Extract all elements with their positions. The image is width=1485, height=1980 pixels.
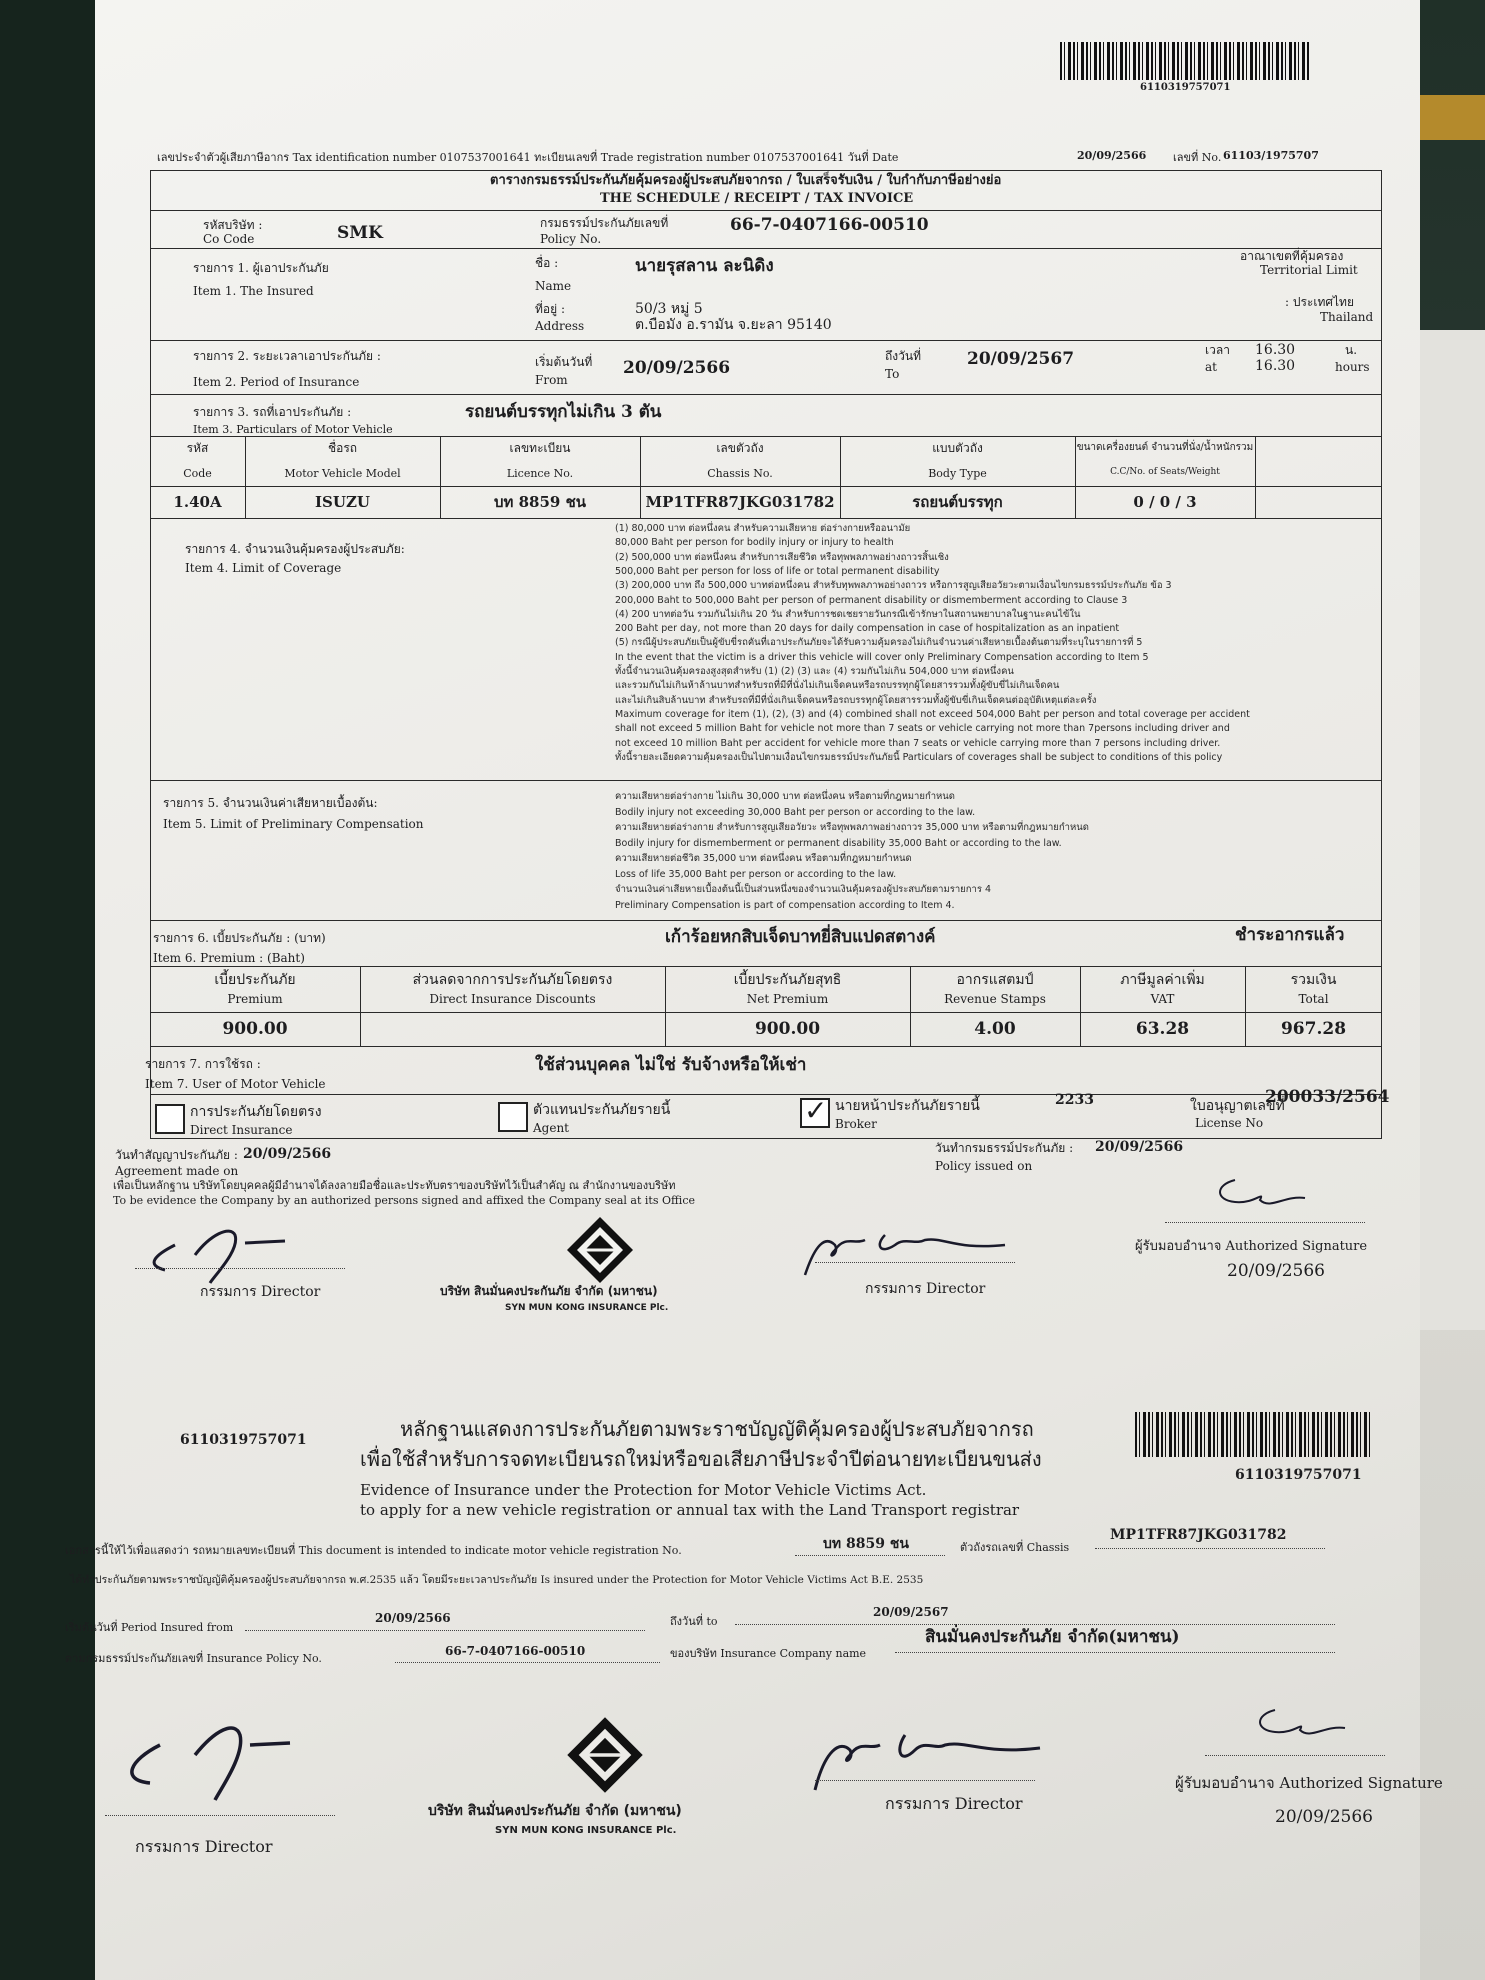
coverage-line: 200 Baht per day, not more than 20 days for daily compensation in case of hospitalization as an inpatient (615, 623, 1120, 635)
time-value: 16.30 (1255, 342, 1296, 358)
license-th: ใบอนุญาตเลขที่ (1190, 1098, 1285, 1114)
barcode-bottom-number: 6110319757071 (1235, 1467, 1362, 1483)
evidence-title-en-2: to apply for a new vehicle registration or annual tax with the Land Transport registrar (360, 1501, 1020, 1519)
evidence-company: สินมั่นคงประกันภัย จำกัด(มหาชน) (925, 1627, 1180, 1647)
title-en: THE SCHEDULE / RECEIPT / TAX INVOICE (600, 191, 914, 206)
director-label-2: กรรมการ Director (865, 1281, 986, 1297)
evidence-th: เพื่อเป็นหลักฐาน บริษัทโดยบุคคลผู้มีอำนาจได้ลงลายมือชื่อและประทับตราของบริษัทไว้เป็นสำคัญ ณ สำนักงานของบริษัท (113, 1179, 676, 1192)
vehicle-col-en: Body Type (928, 467, 987, 480)
vehicle-value: MP1TFR87JKG031782 (645, 493, 835, 511)
vehicle-col-en: Licence No. (506, 467, 574, 480)
premium-col-th: อากรแสตมป์ (956, 972, 1034, 988)
signature-director-2 (785, 1215, 1025, 1285)
vehicle-col-en: C.C/No. of Seats/Weight (1110, 467, 1220, 477)
chassis-label: ตัวถังรถเลขที่ Chassis (960, 1541, 1070, 1554)
issued-th: วันทำกรมธรรม์ประกันภัย : (935, 1141, 1074, 1155)
prelim-item-th: รายการ 5. จำนวนเงินค่าเสียหายเบื้องต้น: (163, 796, 378, 810)
address-line-2: ต.บือมัง อ.รามัน จ.ยะลา 95140 (635, 317, 832, 333)
vehicle-col-th: ชื่อรถ (327, 441, 358, 455)
signature-authorized-1 (1205, 1160, 1325, 1220)
preliminary-line: Bodily injury not exceeding 30,000 Baht per person or according to the law. (615, 806, 976, 818)
co-code-value: SMK (337, 223, 383, 243)
period-item-en: Item 2. Period of Insurance (193, 375, 360, 389)
vehicle-col-th: ขนาดเครื่องยนต์ จำนวนที่นั่ง/น้ำหนักรวม (1076, 442, 1254, 453)
evidence-en: To be evidence the Company by an authorized persons signed and affixed the Company seal at its Office (113, 1194, 695, 1207)
coverage-line: 500,000 Baht per person for loss of life or total permanent disability (615, 565, 940, 577)
premium-value: 63.28 (1135, 1019, 1190, 1039)
address-line-1: 50/3 หมู่ 5 (635, 301, 703, 317)
company-name-en-1: SYN MUN KONG INSURANCE Plc. (505, 1303, 669, 1313)
coverage-line: not exceed 10 million Baht per accident for vehicle more than 7 seats or vehicle carrying more than 7 persons including driver. (615, 737, 1221, 749)
company-logo-bottom (565, 1715, 645, 1795)
direct-th: การประกันภัยโดยตรง (190, 1104, 322, 1120)
name-label-th: ชื่อ : (535, 256, 559, 270)
premium-value: 900.00 (222, 1019, 288, 1039)
license-en: License No (1195, 1116, 1264, 1130)
authorized-date-1: 20/09/2566 (1227, 1261, 1325, 1281)
signature-authorized-2 (1245, 1690, 1365, 1750)
coverage-line: (2) 500,000 บาท ต่อหนึ่งคน สำหรับการเสียชีวิต หรือทุพพลภาพอย่างถาวรสิ้นเชิง (615, 551, 949, 563)
vehicle-item-th: รายการ 3. รถที่เอาประกันภัย : (193, 405, 352, 419)
premium-value: 900.00 (754, 1019, 821, 1039)
vehicle-value: 0 / 0 / 3 (1133, 493, 1197, 511)
company-name-th-2: บริษัท สินมั่นคงประกันภัย จำกัด (มหาชน) (428, 1803, 682, 1819)
coverage-line: 80,000 Baht per person for bodily injury or injury to health (615, 537, 894, 549)
period-to: 20/09/2567 (967, 349, 1075, 369)
name-label-en: Name (535, 279, 572, 293)
director-label-3: กรรมการ Director (135, 1837, 273, 1856)
coverage-line: Maximum coverage for item (1), (2), (3) and (4) combined shall not exceed 504,000 Baht per person and total coverage per accident (615, 708, 1250, 720)
coverage-line: 200,000 Baht to 500,000 Baht per person of permanent disability or dismemberment according to Clause 3 (615, 594, 1128, 606)
director-label-1: กรรมการ Director (200, 1284, 321, 1300)
vehicle-col-th: เลขทะเบียน (509, 441, 571, 455)
territory-en: Territorial Limit (1260, 263, 1358, 277)
title-th: ตารางกรมธรรม์ประกันภัยคุ้มครองผู้ประสบภัยจากรถ / ใบเสร็จรับเงิน / ใบกำกับภาษีอย่างย่อ (490, 173, 1002, 188)
vehicle-col-th: เลขตัวถัง (716, 441, 764, 455)
vehicle-col-en: Motor Vehicle Model (284, 467, 401, 480)
premium-value: 4.00 (974, 1019, 1016, 1039)
reg-label: เอกสารนี้ให้ไว้เพื่อแสดงว่า รถหมายเลขทะเบียนที่ This document is intended to indicate motor vehicle registration No. (65, 1544, 682, 1557)
preliminary-line: จำนวนเงินค่าเสียหายเบื้องต้นนี้เป็นส่วนหนึ่งของจำนวนเงินคุ้มครองผู้ประสบภัยตามรายการ 4 (615, 884, 991, 895)
co-code-label-th: รหัสบริษัท : (203, 218, 263, 232)
policy-number: 66-7-0407166-00510 (730, 215, 929, 235)
time-en: at (1205, 360, 1217, 374)
coverage-line: (1) 80,000 บาท ต่อหนึ่งคน สำหรับความเสียหาย ต่อร่างกายหรืออนามัย (615, 523, 911, 534)
premium-col-th: รวมเงิน (1290, 972, 1337, 988)
preliminary-line: Loss of life 35,000 Baht per person or according to the law. (615, 868, 897, 880)
company-logo (565, 1215, 635, 1285)
stamp-status: ชำระอากรแล้ว (1235, 925, 1345, 945)
policy-label-en: Policy No. (540, 232, 602, 246)
company-name-en-2: SYN MUN KONG INSURANCE Plc. (495, 1825, 677, 1836)
vehicle-value: รถยนต์บรรทุก (912, 493, 1003, 511)
coverage-line: (4) 200 บาทต่อวัน รวมกันไม่เกิน 20 วัน สำหรับการชดเชยรายวันกรณีเข้ารักษาในสถานพยาบาลในฐานะคนไข้ใน (615, 608, 1081, 620)
evidence-title-th-2: เพื่อใช้สำหรับการจดทะเบียนรถใหม่หรือขอเสียภาษีประจำปีต่อนายทะเบียนขนส่ง (360, 1447, 1042, 1471)
premium-col-th: ส่วนลดจากการประกันภัยโดยตรง (412, 972, 613, 988)
broker-code: 2233 (1055, 1092, 1094, 1108)
territory-th: อาณาเขตที่คุ้มครอง (1240, 249, 1344, 263)
co-code-label-en: Co Code (203, 232, 255, 246)
preliminary-line: ความเสียหายต่อชีวิต 35,000 บาท ต่อหนึ่งคน หรือตามที่กฎหมายกำหนด (615, 853, 912, 864)
evidence-receipt-no: 6110319757071 (180, 1432, 307, 1448)
barcode-top (1060, 42, 1310, 80)
premium-col-en: Net Premium (746, 992, 829, 1006)
evidence-from: 20/09/2566 (375, 1611, 451, 1625)
coverage-line: In the event that the victim is a driver this vehicle will cover only Preliminary Compensation according to Item 5 (615, 651, 1149, 663)
checkmark-icon: ✓ (804, 1094, 828, 1127)
address-label-en: Address (535, 319, 585, 333)
issued-en: Policy issued on (935, 1159, 1033, 1173)
agent-en: Agent (533, 1121, 569, 1135)
agent-th: ตัวแทนประกันภัยรายนี้ (533, 1102, 671, 1118)
insurance-document (65, 0, 1443, 1980)
coverage-item-th: รายการ 4. จำนวนเงินคุ้มครองผู้ประสบภัย: (185, 542, 405, 556)
period-item-th: รายการ 2. ระยะเวลาเอาประกันภัย : (193, 349, 381, 363)
vehicle-item-en: Item 3. Particulars of Motor Vehicle (193, 423, 393, 436)
preliminary-line: Preliminary Compensation is part of compensation according to Item 4. (615, 899, 955, 911)
from-label: เริ่มต้นวันที่ Period Insured from (65, 1621, 234, 1634)
policy-label-th: กรมธรรม์ประกันภัยเลขที่ (540, 216, 669, 230)
company-label: ของบริษัท Insurance Company name (670, 1647, 867, 1660)
broker-en: Broker (835, 1117, 877, 1131)
premium-col-en: Direct Insurance Discounts (429, 992, 596, 1006)
barcode-bottom (1135, 1412, 1370, 1457)
policy-label-bottom: ตามกรมธรรม์ประกันภัยเลขที่ Insurance Policy No. (65, 1652, 322, 1665)
vehicle-use: ใช้ส่วนบุคคล ไม่ใช่ รับจ้างหรือให้เช่า (535, 1055, 807, 1075)
premium-value: 967.28 (1280, 1019, 1347, 1039)
header-no: 61103/1975707 (1223, 149, 1319, 162)
direct-en: Direct Insurance (190, 1123, 293, 1137)
direct-insurance-checkbox[interactable] (155, 1104, 185, 1134)
vehicle-col-en: Code (183, 467, 212, 480)
signature-director-3 (115, 1705, 315, 1805)
insured-name: นายรุสลาน ละนิดิง (635, 256, 774, 276)
background-sheet (1420, 330, 1485, 1330)
country-th: : ประเทศไทย (1285, 295, 1354, 309)
coverage-line: (3) 200,000 บาท ถึง 500,000 บาทต่อหนึ่งคน สำหรับทุพพลภาพอย่างถาวร หรือการสูญเสียอวัยวะตามเงื่อนไขกรมธรรม์ประกันภัย ข้อ 3 (615, 580, 1172, 592)
period-from: 20/09/2566 (623, 358, 731, 378)
agreement-date: 20/09/2566 (243, 1146, 332, 1162)
premium-col-th: ภาษีมูลค่าเพิ่ม (1120, 972, 1205, 988)
signature-director-1 (135, 1215, 315, 1285)
premium-col-th: เบี้ยประกันภัย (214, 972, 296, 988)
coverage-line: และไม่เกินสิบล้านบาท สำหรับรถที่มีที่นั่งเกินเจ็ดคนหรือรถบรรทุกผู้โดยสารรวมทั้งผู้ขับขี่เกินเจ็ดคนต่ออุบัติเหตุแต่ละครั้ง (615, 694, 1097, 706)
coverage-line: ทั้งนี้จำนวนเงินคุ้มครองสูงสุดสำหรับ (1) (2) (3) และ (4) รวมกันไม่เกิน 504,000 บาท ต่อหนึ่งคน (615, 666, 1014, 677)
preliminary-line: ความเสียหายต่อร่างกาย สำหรับการสูญเสียอวัยวะ หรือทุพพลภาพอย่างถาวร 35,000 บาท หรือตามที่กฎหมายกำหนด (615, 822, 1089, 833)
evidence-to: 20/09/2567 (873, 1605, 949, 1619)
user-item-en: Item 7. User of Motor Vehicle (145, 1077, 326, 1091)
to-label: ถึงวันที่ to (670, 1615, 718, 1628)
license-number: 200033/2564 (1265, 1087, 1390, 1107)
coverage-line: ทั้งนี้รายละเอียดความคุ้มครองเป็นไปตามเงื่อนไขกรมธรรม์ประกันภัยนี้ Particulars of coverages shall be subject to conditions of this policy (615, 751, 1223, 763)
evidence-policy: 66-7-0407166-00510 (445, 1644, 586, 1658)
prelim-item-en: Item 5. Limit of Preliminary Compensation (163, 817, 424, 831)
insured-item-en: Item 1. The Insured (193, 284, 314, 298)
vehicle-value: บท 8859 ชน (493, 493, 587, 511)
vehicle-col-en: Chassis No. (707, 467, 773, 480)
address-label-th: ที่อยู่ : (535, 302, 566, 316)
agent-checkbox[interactable] (498, 1102, 528, 1132)
barcode-top-number: 6110319757071 (1140, 82, 1231, 93)
header-no-label: เลขที่ No. (1173, 151, 1222, 164)
vehicle-col-th: รหัส (186, 441, 209, 455)
agreement-made-en: Agreement made on (115, 1164, 239, 1178)
period-from-th: เริ่มต้นวันที่ (535, 355, 593, 369)
user-item-th: รายการ 7. การใช้รถ : (145, 1057, 261, 1071)
coverage-line: shall not exceed 5 million Baht for vehicle not more than 7 seats or vehicle carrying not more than 7persons including driver and (615, 723, 1230, 735)
authorized-label-2: ผู้รับมอบอำนาจ Authorized Signature (1175, 1774, 1443, 1792)
time-value-2: 16.30 (1255, 358, 1296, 374)
premium-item-th: รายการ 6. เบี้ยประกันภัย : (บาท) (153, 931, 326, 945)
period-to-en: To (885, 367, 900, 381)
premium-col-en: Total (1298, 992, 1329, 1006)
premium-col-en: VAT (1150, 992, 1175, 1006)
issued-date: 20/09/2566 (1095, 1139, 1184, 1155)
company-name-th-1: บริษัท สินมั่นคงประกันภัย จำกัด (มหาชน) (440, 1284, 658, 1298)
premium-item-en: Item 6. Premium : (Baht) (153, 951, 305, 965)
coverage-line: (5) กรณีผู้ประสบภัยเป็นผู้ขับขี่รถคันที่เอาประกันภัยจะได้รับความคุ้มครองไม่เกินจำนวนค่าเสียหายเบื้องต้นตามที่ระบุในรายการที่ 5 (615, 637, 1143, 649)
insured-item-th: รายการ 1. ผู้เอาประกันภัย (193, 261, 329, 275)
time-th: เวลา (1205, 343, 1230, 357)
premium-col-th: เบี้ยประกันภัยสุทธิ (733, 972, 842, 988)
vehicle-value: 1.40A (173, 493, 222, 511)
preliminary-line: ความเสียหายต่อร่างกาย ไม่เกิน 30,000 บาท ต่อหนึ่งคน หรือตามที่กฎหมายกำหนด (615, 791, 955, 802)
authorized-date-2: 20/09/2566 (1275, 1807, 1373, 1827)
coverage-line: และรวมกันไม่เกินห้าล้านบาทสำหรับรถที่มีที่นั่งไม่เกินเจ็ดคนหรือรถบรรทุกผู้โดยสารรวมทั้งผู้ขับขี่ไม่เกินเจ็ดคน (615, 680, 1060, 692)
header-date: 20/09/2566 (1077, 149, 1147, 162)
premium-col-en: Premium (227, 992, 283, 1006)
coverage-item-en: Item 4. Limit of Coverage (185, 561, 342, 575)
broker-checkbox[interactable] (800, 1094, 830, 1128)
act-line: ได้ทำประกันภัยตามพระราชบัญญัติคุ้มครองผู้ประสบภัยจากรถ พ.ศ.2535 แล้ว โดยมีระยะเวลาประกันภัย Is insured under the Protection for Motor Vehicle Victims Act B.E. 2535 (70, 1574, 924, 1586)
vehicle-value: ISUZU (315, 493, 370, 511)
evidence-title-th-1: หลักฐานแสดงการประกันภัยตามพระราชบัญญัติคุ้มครองผู้ประสบภัยจากรถ (400, 1417, 1034, 1441)
director-label-4: กรรมการ Director (885, 1794, 1023, 1813)
period-from-en: From (535, 373, 568, 387)
vehicle-col-th: แบบตัวถัง (932, 441, 983, 455)
country-en: Thailand (1320, 310, 1374, 324)
time-unit-th: น. (1345, 343, 1358, 357)
vehicle-type: รถยนต์บรรทุกไม่เกิน 3 ตัน (465, 402, 662, 422)
agreement-made-th: วันทำสัญญาประกันภัย : (115, 1148, 238, 1162)
tax-id-line: เลขประจำตัวผู้เสียภาษีอากร Tax identification number 0107537001641 ทะเบียนเลขที่ Trade registration number 0107537001641 วันที่ Date (157, 151, 899, 164)
period-to-th: ถึงวันที่ (885, 349, 921, 363)
authorized-label-1: ผู้รับมอบอำนาจ Authorized Signature (1135, 1239, 1368, 1254)
signature-director-4 (795, 1710, 1055, 1800)
broker-th: นายหน้าประกันภัยรายนี้ (835, 1098, 980, 1114)
chassis-value: MP1TFR87JKG031782 (1110, 1527, 1287, 1543)
premium-amount-words: เก้าร้อยหกสิบเจ็ดบาทยี่สิบแปดสตางค์ (665, 927, 936, 947)
preliminary-line: Bodily injury for dismemberment or permanent disability 35,000 Baht or according to the law. (615, 837, 1062, 849)
reg-value: บท 8859 ชน (823, 1536, 909, 1552)
premium-col-en: Revenue Stamps (944, 992, 1046, 1006)
evidence-title-en-1: Evidence of Insurance under the Protection for Motor Vehicle Victims Act. (360, 1481, 927, 1499)
time-unit-en: hours (1335, 360, 1370, 374)
